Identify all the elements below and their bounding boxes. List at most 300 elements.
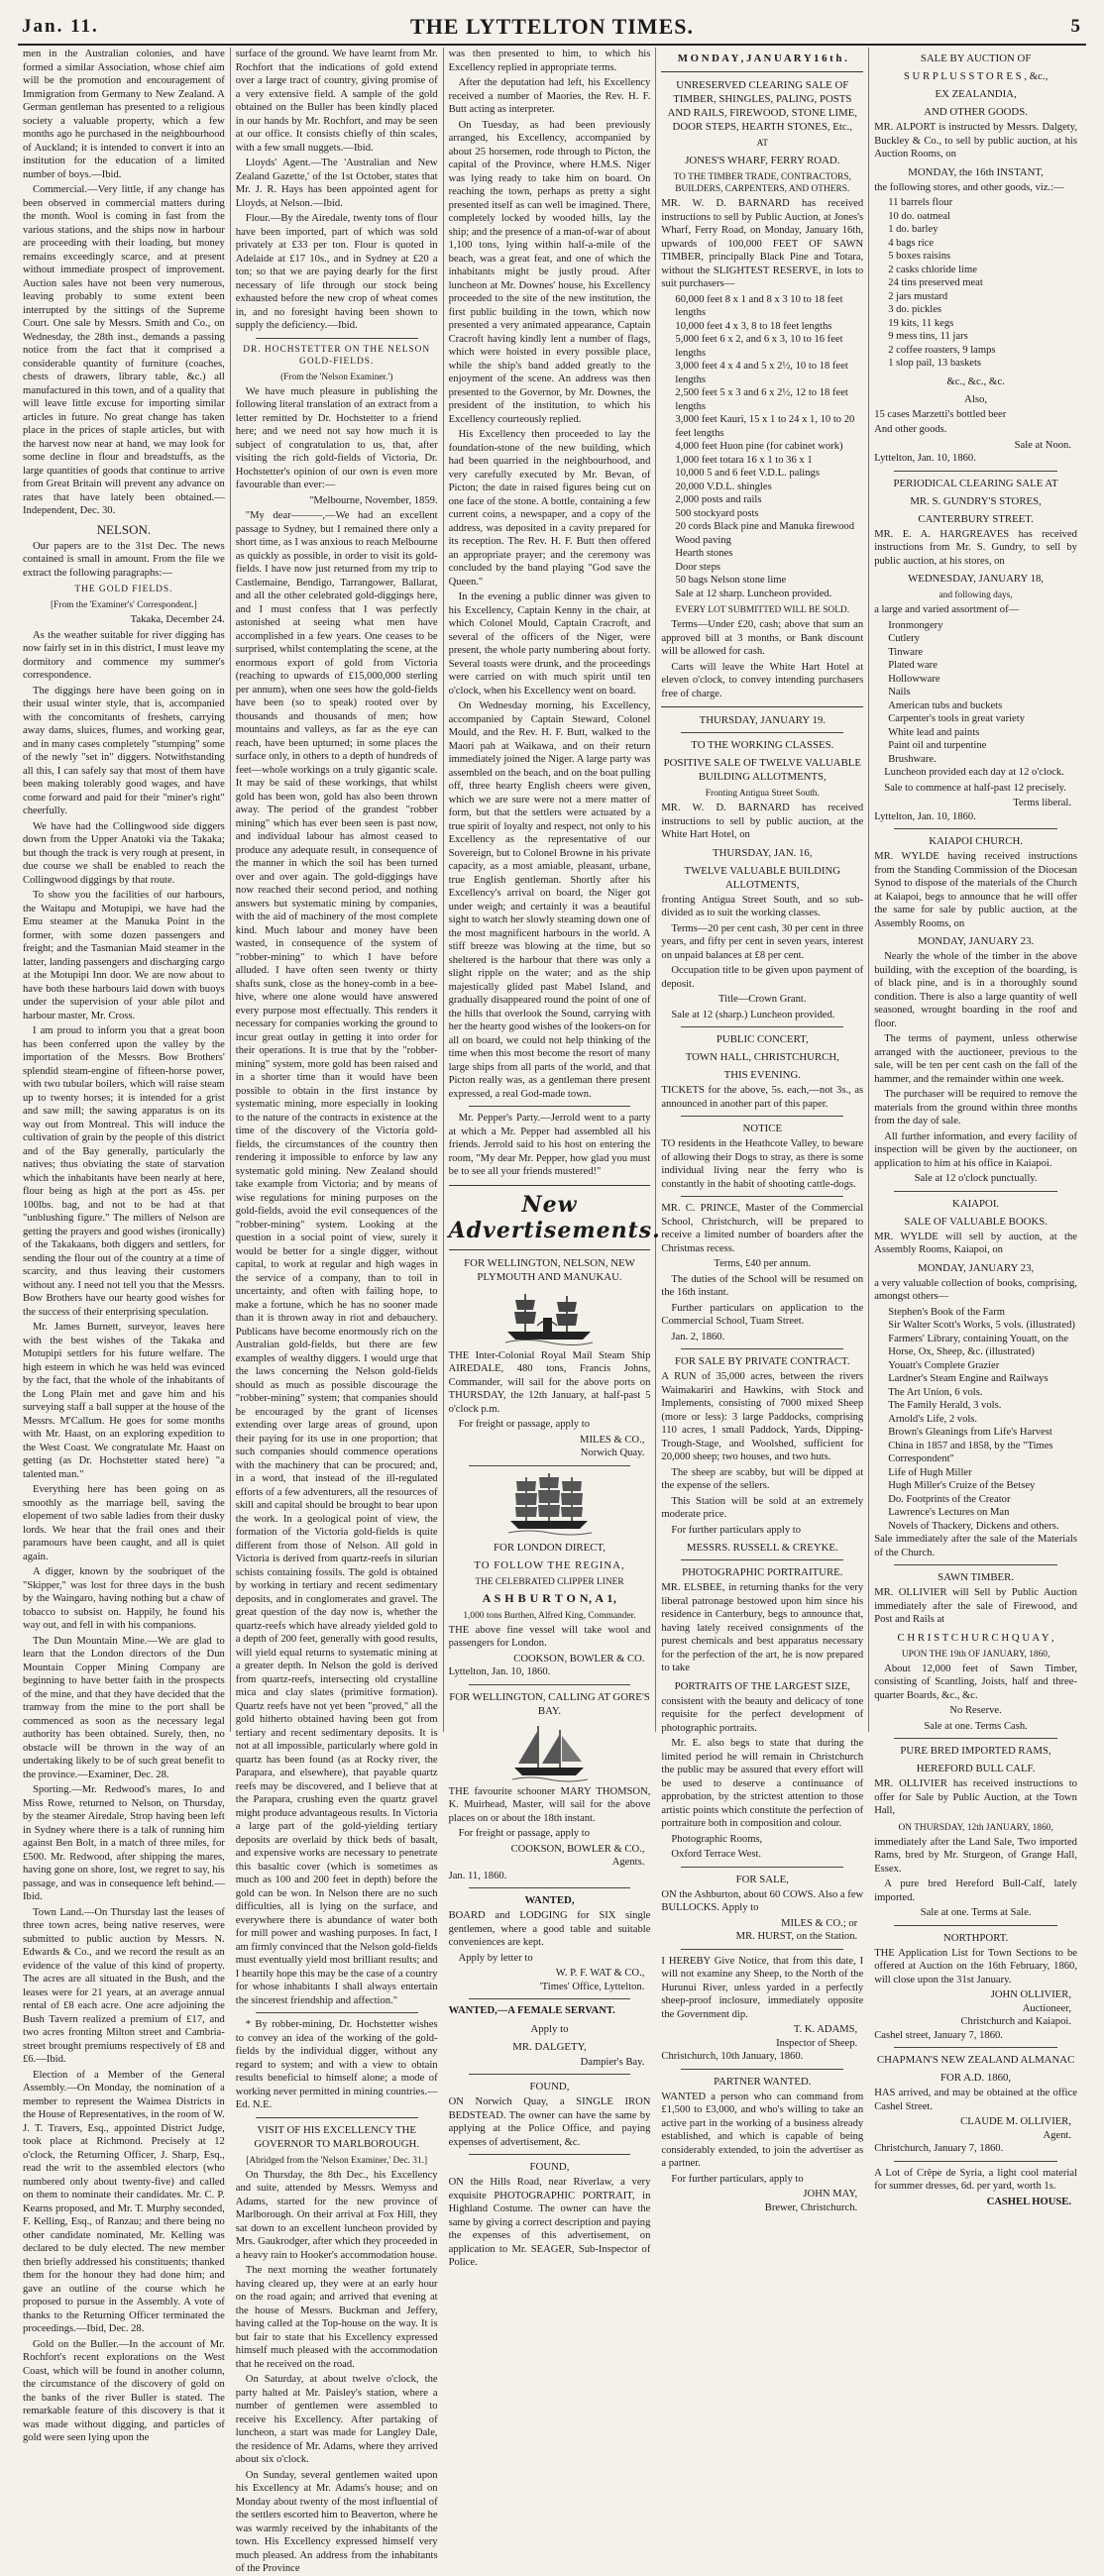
steamship-icon (501, 1288, 597, 1345)
ad-heading: PURE BRED IMPORTED RAMS, (900, 1745, 1051, 1757)
list-item: Hearth stones (675, 548, 733, 559)
ad-signature: Agent. (1043, 2129, 1071, 2141)
article-paragraph: Mr. James Burnett, surveyor, leaves here with the best wishes of the Takaka and Motupipi settlers for his future welfare. The high esteem in which he was held was evinced by the fact, that the whole of the inhabitants of the Long Plain met and gave him and his surveying staff a ball supper at the house of the Messrs. M'Callum. He goes for some months with Mr. Haast, on an exploring expedition to the West Coast. We congratulate Mr. Haast on getting (as Dr. Hochstetter stated here) "a talented man." (23, 1322, 225, 1480)
list-item: American tubs and buckets (888, 699, 1003, 711)
divider (256, 2012, 418, 2013)
article-paragraph: We have much pleasure in publishing the following literal translation of an extract from a letter remitted by Dr. Hochstetter to a friend here; and we need not say how much it is subject of congratulation to us, that, after visiting the rich gold-fields of Victoria, Dr. Hochstetter's opinion of our own is even more favourable than ever:— (235, 385, 438, 490)
timber-list (661, 293, 863, 601)
article-paragraph: The diggings here have been going on in their usual winter style, that is, accompanied with the concomitants of freshets, carrying away dams, sluices, flumes, and working gear, and in many cases completely "stumping" some of the newly "set in" diggers. Notwithstanding all this, I can safely say that most of them have been making tolerably good wages, and have come forward and paid for their "miner's right" cheerfully. (23, 685, 225, 816)
list-item: 2,500 feet 5 x 3 and 6 x 2½, 12 to 18 feet lengths (675, 387, 848, 412)
list-item: Paint oil and turpentine (888, 740, 987, 751)
ad-signature: Norwich Quay. (580, 1448, 645, 1458)
ad-heading: FOR WELLINGTON, NELSON, NEW PLYMOUTH AND MANUKAU. (464, 1256, 635, 1283)
list-item: Hugh Miller's Cruize of the Betsey (888, 1480, 1036, 1491)
divider (469, 1684, 631, 1685)
ad-body: A pure bred Hereford Bull-Calf, lately imported. (874, 1878, 1077, 1903)
list-item: Arnold's Life, 2 vols. (888, 1413, 978, 1425)
article-paragraph: We have had the Collingwood side diggers down from the Upper Anatoki via the Takaka; but though the track is very rough at present, in due course we shall be enabled to reach the Collingwood diggings by that route. (23, 820, 225, 886)
list-item: Farmers' Library, containing Youatt, on the Horse, Ox, Sheep, &c. (illustrated) (888, 1333, 1069, 1357)
ad-when: MONDAY, JANUARY 23, (917, 1261, 1035, 1274)
article-paragraph: men in the Australian colonies, and have formed a similar Association, whose chief aim will be the promotion and encouragement of Immigration from Germany to New Zealand. A German gentleman has presented to a religious society a valuable property, which a few months ago he purchased in the neighbourhood of Auckland; it is intended to convert it into an institution for the education of a limited number of boys.—Ibid. (23, 49, 225, 180)
list-item: 60,000 feet 8 x 1 and 8 x 3 10 to 18 feet lengths (675, 293, 843, 318)
ad-heading: PERIODICAL CLEARING SALE AT (893, 477, 1058, 489)
ad-signature: Inspector of Sheep. (776, 2037, 858, 2049)
divider (894, 2047, 1057, 2048)
list-item: 5 boxes raisins (888, 251, 951, 262)
ad-heading: FOR A.D. 1860, (940, 2072, 1012, 2084)
divider (469, 1106, 631, 1107)
list-item: 1 do. barley (888, 224, 938, 235)
list-item: Cutlery (888, 633, 920, 644)
ad-signature: Auctioneer, (1022, 2002, 1071, 2014)
ad-body: Luncheon provided each day at 12 o'clock. (884, 767, 1064, 778)
ad-body: MR. WYLDE having received instructions from the Standing Commission of the Diocesan Synod to dispose of the materials of the Church at Kaiapoi, begs to announce that he will offer the same for sale by public auction, at the Assembly Rooms, on (874, 851, 1077, 929)
sale-date-heading: THURSDAY, JANUARY 19. (699, 714, 826, 726)
ad-body: 15 cases Marzetti's bottled beer (874, 408, 1007, 420)
divider (681, 1348, 843, 1349)
ad-date: Cashel street, January 7, 1860. (874, 2029, 1003, 2041)
list-item: 20,000 V.D.L. shingles (675, 481, 772, 492)
ad-heading: WANTED,—A FEMALE SERVANT. (448, 2005, 615, 2016)
list-item: Do. Footprints of the Creator (888, 1493, 1011, 1505)
ad-body: immediately after the Land Sale, Two imported Rams, bred by Mr. Sturgeon, of Grange Hall, Essex. (874, 1836, 1077, 1875)
list-item: 1 slop pail, 13 baskets (888, 358, 982, 369)
ad-body: WANTED a person who can command from £1,500 to £3,000, and who's willing to take an active part in the working of a business already established, and which is capable of being considerably extended, to join the advertiser as a partner. (661, 2091, 864, 2169)
ad-date: Lyttelton, Jan. 10, 1860. (874, 810, 976, 822)
ad-date: Christchurch, January 7, 1860. (874, 2143, 1004, 2154)
article-paragraph: Town Land.—On Thursday last the leases of three town acres, being native reserves, were submitted to public auction by Messrs. N. Edwards & Co., and we record the result as an evidence of the value of this kind of property. The acres are all situated in the Bush, and the leases were for 21 years, at an average annual rental of £8 each acre. One acre adjoining the Bush Tavern realized a premium of £17, and two acres fronting Milton street and Cambria-street brought premiums respectively of £8 and £6.—Ibid. (23, 1906, 225, 2065)
page-number: 5 (1070, 16, 1080, 37)
newspaper-title: THE LYTTELTON TIMES. (410, 14, 694, 39)
divider (256, 2117, 418, 2118)
ad-body: The duties of the School will be resumed on the 16th instant. (661, 1273, 864, 1298)
list-item: 3,000 feet Kauri, 15 x 1 to 24 x 1, 10 to 20 feet lengths (675, 414, 855, 439)
divider (661, 706, 863, 707)
ad-body: Sale to commence at half-past 12 precisely. (884, 782, 1066, 794)
ad-body: The sheep are scabby, but will be dipped at the expense of the sellers. (661, 1466, 864, 1491)
article-paragraph: His Excellency then proceeded to lay the foundation-stone of the new building, which had been quarried in the neighbourhood, and very carefully executed by Mr. Bevan, of Picton; the date in raised figures being cut on one face of the stone. A bottle, containing a few current coins, a newspaper, and a copy of the address, was deposited in a cavity prepared for its reception. The Rev. H. F. Butt then offered an appropriate prayer; and the ceremony was concluded by the band playing "God save the Queen." (448, 429, 651, 588)
ad-body: No Reserve. (949, 1705, 1002, 1716)
article-paragraph: Sporting.—Mr. Redwood's mares, Io and Miss Rowe, returned to Nelson, on Thursday, by the steamer Airedale, Strop having been left in Sydney where there is a talk of running him against Ben Bolt, in a match of three miles, for £500. Mr. Redwood, after shipping the mares, having gone on shore, lost, we regret to say, his passage, and was in consequence left behind.—Ibid. (23, 1784, 225, 1902)
list-item: Plated ware (888, 660, 938, 671)
ad-heading: PUBLIC CONCERT, (716, 1033, 809, 1045)
column-5 (869, 48, 1082, 2207)
ad-signature: MR. DALGETY, (512, 2040, 587, 2053)
divider (894, 1564, 1057, 1565)
ad-heading: FOR WELLINGTON, CALLING AT GORE'S BAY. (449, 1690, 650, 1717)
ad-heading: KAIAPOI CHURCH. (929, 835, 1023, 847)
ad-heading: 1,000 tons Burthen, Alfred King, Commander. (463, 1610, 636, 1621)
ad-date: Jan. 11, 1860. (448, 1870, 507, 1881)
ad-body: For freight or passage, apply to (458, 1419, 590, 1430)
ad-body: TICKETS for the above, 5s. each,—not 3s., as announced in another part of this paper. (661, 1085, 864, 1110)
ad-body: For further particulars apply to (671, 1524, 802, 1536)
ad-body: ON Norwich Quay, a SINGLE IRON BEDSTEAD. The owner can have the same by applying at the Police Office, and paying expenses of advertisement, &c. (448, 2096, 651, 2148)
list-item: 50 bags Nelson stone lime (675, 575, 787, 586)
source-note: (From the 'Nelson Examiner.') (280, 372, 393, 382)
ad-found-portrait (449, 2160, 651, 2270)
ad-signature: COOKSON, BOWLER & CO. (513, 1653, 645, 1664)
ad-signature: MR. HURST, on the Station. (735, 1931, 858, 1942)
article-paragraph: In the evening a public dinner was given to his Excellency, Captain Kenny in the chair, at which Colonel Mould, Captain Cracroft, and several of the officers of the Niger, were present, the whole party numbering about forty. Several toasts were drunk, and the proceedings were carried on with much spirit until ten o'clock, when his Excellency went on board. (448, 591, 651, 697)
ad-body: THE favourite schooner MARY THOMSON, K. Muirhead, Master, will sail for the above places on or about the 18th instant. (448, 1785, 651, 1824)
ad-heading: JONES'S WHARF, FERRY ROAD. (685, 155, 840, 166)
ad-heading: FOR LONDON DIRECT, (494, 1541, 606, 1554)
ad-heading: AND OTHER GOODS. (924, 106, 1028, 118)
divider (661, 71, 863, 72)
ad-found-bedstead (449, 2080, 651, 2149)
ad-date: Jan. 2, 1860. (671, 1331, 725, 1342)
divider (681, 1559, 843, 1560)
ad-signature: CLAUDE M. OLLIVIER, (960, 2116, 1071, 2127)
list-item: 3,000 feet 4 x 4 and 5 x 2½, 10 to 18 feet lengths (675, 361, 848, 385)
list-item: Brown's Gleanings from Life's Harvest (888, 1427, 1052, 1438)
divider (469, 2074, 631, 2075)
list-item: The Family Herald, 3 vols. (888, 1400, 1002, 1411)
article-paragraph: I am proud to inform you that a great boon has been conferred upon the valley by the importation of the Messrs. Bow Brothers' splendid steam-engine of fifteen-horse power, with two tubular boilers, which will raise steam up to twenty horses; it is intended for a grist and saw mill; the sawing apparatus is on its way out from Montreal. This will induce the cultivation of grain by the people of this district and of the Bay generally, particularly the natives; thus obviating the state of starvation which the inhabitants have been nearly at here, flour being as high at the port as 45s. per 100lbs. bag, and not to be had at that "unblushing figure." The millers of Nelson are getting the prayers and good wishes (ironically) of the Takakaans, both diggers and settlers, for sending the flour out of the country at a time of scarcity, and thus leaving their customers without any. I need not tell you that the Messrs. Bow Brothers have our hearty good wishes for the success of their enterprising speculation. (23, 1025, 225, 1318)
article-paragraph: was then presented to him, to which his Excellency replied in appropriate terms. (448, 49, 651, 73)
divider (469, 2154, 631, 2155)
list-item: Sir Walter Scott's Works, 5 vols. (illustrated) (888, 1320, 1075, 1331)
divider (449, 1249, 651, 1250)
ad-body: A Lot of Crêpe de Syria, a light cool material for summer dresses, 6d. per yard, worth 1s. (874, 2167, 1077, 2192)
ad-body: Terms liberal. (1013, 798, 1071, 808)
article-paragraph: surface of the ground. We have learnt from Mr. Rochfort that the indications of gold extend over a large tract of country, giving promise of a very extensive field. A sample of the gold obtained on the Buller has been kindly placed in our hands by Mr. Rochfort, and may be seen at our office. It consists chiefly of thin scales, with a few small nuggets.—Ibid. (235, 49, 438, 154)
list-item: Brushware. (888, 753, 937, 765)
ad-heading: Fronting Antigua Street South. (705, 789, 820, 799)
divider (469, 1465, 631, 1466)
ad-body: a large and varied assortment of— (874, 604, 1020, 615)
article-paragraph: Commercial.—Very little, if any change has been observed in commercial matters during the month. Wool is coming in fast from the various stations, and the ships now in harbour are proceeding with their loading, but money remains exceedingly scarce, and at present without immediate prospect of improvement. Auction sales have not been very numerous, leaving probably to some extent been interrupted by the sittings of the Supreme Court. One sale by Messrs. Smith and Co., on Wednesday, the 28th inst., demands a passing notice from the fact that it comprised a considerable quantity of furniture (coaches, chests of drawers, library table, &c.) all manufactured in this town, and of a quality that will leave little excuse for importing similar articles in future. No great change has taken place in the prices of staple articles, but with the harvest now near at hand, we may look for some decline in flour and breadstuffs, as the large quantities of goods that continue to arrive from Great Britain will prevent any advance on rates that have lately been obtained.—Independent, Dec. 30. (23, 184, 225, 516)
divider (894, 828, 1057, 829)
ad-heading: WANTED, (524, 1894, 575, 1906)
ad-when: ON THURSDAY, 12th JANUARY, 1860, (898, 1822, 1053, 1833)
list-item: Hollowware (888, 673, 940, 685)
sailing-ship-icon (504, 1471, 594, 1537)
list-item: 4 bags rice (888, 237, 935, 249)
article-paragraph: Election of a Member of the General Assembly.—On Monday, the nomination of a member to represent the Waimea Districts in the House of Representatives, in the room of W. J. T. Travers, Esq., appointed District Judge, took place at Richmond. Precisely at 12 o'clock, the Returning Officer, J. Sharp, Esq., read the writ to the assembled electors (who numbered only about twenty-five) and called on them to nominate their candidates. Mr. C. P. Kearns proposed, and Mr. T. Murphy seconded, F. Kelling, Esq., of Ranzau; and there being no other candidate nominated, Mr. Kelling was declared to be duly elected. The new member then briefly addressed his constituents; thanked them for the honour they had done him; and gave an outline of the course which he proposed to pursue in the Assembly. A vote of thanks to the Returning Officer terminated the proceedings.—Ibid, Dec. 28. (23, 2069, 225, 2334)
section-heading: NELSON. (96, 521, 152, 537)
ad-body: Sale at one. Terms at Sale. (920, 1907, 1032, 1918)
ad-heading: HEREFORD BULL CALF. (916, 1763, 1036, 1774)
section-heading: VISIT OF HIS EXCELLENCY THE GOVERNOR TO MARLBOROUGH. (254, 2123, 420, 2150)
ad-board-wanted (449, 1893, 651, 1993)
ad-signature: Photographic Rooms, (671, 1833, 763, 1845)
ad-body: Title—Crown Grant. (718, 994, 807, 1005)
article-paragraph: Gold on the Buller.—In the account of Mr. Rochfort's recent explorations on the West Coast, which will be found in another column, the circumstance of the discovery of gold on the banks of the river Buller is stated. The remarkable feature of this discovery is that it was made without digging, and particles of gold were seen lying upon the (23, 2338, 225, 2443)
article-paragraph: On Saturday, at about twelve o'clock, the party halted at Mr. Paisley's station, where a number of gentlemen were assembled to receive his Excellency. After partaking of luncheon, a start was made for Langley Dale, the residence of Mr. Adams, where they arrived about six o'clock. (235, 2374, 438, 2465)
divider (894, 1191, 1057, 1192)
ad-body: And other goods. (874, 424, 947, 435)
article-paragraph: Mr. Pepper's Party.—Jerrold went to a party at which a Mr. Pepper had assembled all his friends. Jerrold said to his host on entering the room, "My dear Mr. Pepper, how glad you must be to see all your friends mustered!" (448, 1113, 651, 1177)
ad-body: This Station will be sold at an extremely moderate price. (661, 1495, 864, 1520)
ad-body: ON the Ashburton, about 60 COWS. Also a few BULLOCKS. Apply to (661, 1888, 864, 1913)
ad-heading: KAIAPOI. (952, 1197, 1000, 1210)
ad-body: The purchaser will be required to remove the materials from the ground within three months from the day of sale. (874, 1089, 1077, 1127)
ad-ashburton (449, 1471, 651, 1679)
divider (681, 1116, 843, 1117)
ad-notice: EVERY LOT SUBMITTED WILL BE SOLD. (675, 605, 850, 615)
list-item: 5,000 feet 6 x 2, and 6 x 3, 10 to 16 feet lengths (675, 334, 843, 359)
ad-heading: TO FOLLOW THE REGINA, (474, 1558, 625, 1571)
article-paragraph: Our papers are to the 31st Dec. The news contained is small in amount. From the file we extract the following paragraphs:— (23, 540, 225, 579)
ad-body: the following stores, and other goods, viz.:— (874, 181, 1064, 193)
ad-heading: TO THE WORKING CLASSES. (691, 739, 834, 751)
ad-body: MR. ELSBEE, in returning thanks for the very liberal patronage bestowed upon him since his residence in Canterbury, begs to announce that, having lately received consignments of the purest chemicals and best apparatus necessary for the perfection of the art, he is now prepared to take (661, 1582, 864, 1673)
list-item: Tinware (888, 646, 924, 658)
ad-body: TO residents in the Heathcote Valley, to beware of allowing their Dogs to stray, as there is some individual living near the ferry who is constantly in the habit of shooting cattle-dogs. (661, 1138, 864, 1190)
masthead (18, 10, 1086, 46)
list-item: 19 kits, 11 kegs (888, 317, 954, 329)
ad-body: BOARD and LODGING for SIX single gentlemen, where a good table and suitable conveniences are kept. (448, 1910, 651, 1948)
ad-body: Sale at 12 o'clock punctually. (914, 1173, 1038, 1184)
ad-heading: EX ZEALANDIA, (935, 88, 1017, 100)
ad-date: Lyttelton, Jan. 10, 1860. (448, 1666, 551, 1677)
ad-body: A RUN of 35,000 acres, between the rivers Waimakariri and Hawkins, with Stock and Implements, consisting of 7000 mixed Sheep (more or less): 3 large Paddocks, comprising 110 acres, 1 small Paddock, Yards, Dipping-Trough-Stage, and Woolshed, sufficient for 20,000 sheep; two houses, and two huts. (661, 1371, 864, 1462)
ad-heading: PARTNER WANTED. (714, 2075, 812, 2088)
divider (894, 471, 1057, 472)
ad-body: HAS arrived, and may be obtained at the office Cashel Street. (874, 2088, 1077, 2112)
ad-heading: CANTERBURY STREET. (918, 512, 1034, 525)
column-2 (231, 48, 444, 2574)
article-paragraph: The Dun Mountain Mine.—We are glad to learn that the London directors of the Dun Mountain Copper Mining Company are beginning to have better faith in the prospects of the mine, and that they have decided that the tramway from the mine to the port shall be commenced as soon as the necessary legal authority has been obtained. Surely, then, no obstacle will be thrown in the way of an undertaking likely to be of such great benefit to the province.—Examiner, Dec. 28. (23, 1635, 225, 1780)
stores-list (874, 196, 1077, 371)
article-paragraph: Flour.—By the Airedale, twenty tons of flour have been imported, part of which was sold privately at £33 per ton. Flour is quoted in Adelaide at £17 10s., and in Sydney at £20 a ton; so that we are paying dearly for the first necessary of life through our stock being exhausted before the new crop of wheat comes in, and no foresight having been shown to supply the deficiency.—Ibid. (235, 213, 438, 331)
ad-body: I HEREBY Give Notice, that from this date, I will not examine any Sheep, to the North of the Hurunui River, unless yarded in a perfectly sheep-proof inclosure, immediately opposite the Government dip. (661, 1955, 864, 2020)
ad-body: Carts will leave the White Hart Hotel at eleven o'clock, to convey intending purchasers free of charge. (661, 661, 864, 699)
list-item: Novels of Thackery, Dickens and others. (888, 1520, 1059, 1532)
list-item: China in 1857 and 1858, by the "Times Correspondent" (888, 1440, 1053, 1464)
article-paragraph: "My dear———,—We had an excellent passage to Sydney, but I remained there only a short time, as I was anxious to reach Melbourne as quickly as possible, in order to visit its gold-fields. I have now just returned from my trip to Castlemaine, Bendigo, Tarrangower, Ballarat, and all the other celebrated gold-diggings here, and I must confess that I was perfectly astonished at seeing what men have accomplished in a few years. One ceases to be surprised, whilst contemplating the scene, at the enormous export of gold from Victoria (reaching to upwards of £15,000,000 sterling per annum), when one sees how the gold-fields have been (so to speak) rooted over by thousands and thousands of men; how mountains and valleys, as far as the eye can reach, have been upturned; in some places the surface only, in others to a depth of hundreds of feet—whole workings on a truly gigantic scale. It may be said of these workings, that whilst gold has been won, gold has also been thrown away. The period of the grandest "robber mining" which has ever been seen is past now, and individual labour has almost ceased to produce any adequate result, in consequence of the manner in which the soil has been turned over and over again. The gold-diggings have now reached their second period, and nothing answers but systematic mining by companies, with the aid of machinery of the most complete kind. Much labour and money have been wasted, in consequence of the system of "robber-mining" to which I have before alluded. I have often seen twenty or thirty shafts sunk, close as the honey-comb in a bee-hive, where one alone would have answered every purpose most effectually. This renders it necessary for companies working the ground to incur great outlay in getting it into order for their operations. It is true that by the "robber-mining" system, more gold has been raised and in a shorter time than it would have been possible to obtain in the first instance by systematic mining, more especially in looking to the nature of the contracts in existence at the time of the discovery of the Victoria gold-fields, the circumstances of the country then rendering it impossible to enforce by law any systematic gold mining. New Zealand should take example from Victoria; and by means of wise regulations for mining purposes on the gold-fields, avoid the evil consequences of the "robber-mining" system. Looking at the question in a social point of view, surely it would be better for a single digger, without capital, to work at regular and high wages in the service of a company, than to toil in uncertainty, and often with failing hope, to make a fortune, which he has no sooner made than it is thrown away in riot and debauchery. Publicans have become enormously rich on the Australian gold-fields, but there are few examples of wealthy diggers. I would urge that the laws concerning the Nelson gold-fields should as much as possible discourage the "robber-mining" system; that companies should be encouraged by the grant of licenses extending over large areas of ground, upon their paying for its use in one proportion; that such companies should commence operations with the machinery that can be procured; and, in a word, that instead of the ill-regulated efforts of a few adventurers, all the resources of skill and capital should be brought to bear upon the work. In a geological point of view, the formation of the Victoria gold-fields is quite different from those of Nelson. All gold in Victoria is derived from quartz-reefs in silurian schists containing fossils. The gold is obtained by working in tertiary and recent sedimentary deposits, and in conglomerates and gravel. The great question of the day now is, whether the quartz-reefs which have already yielded gold to a depth of 200 feet, generally with good results, will yield equal returns to systematic mining at a greater depth. In Nelson the gold is derived from quartz-reefs, intersecting old crystalline mica and clay slates (primitive formation). Quartz reefs have not yet been "proved," all the gold hitherto obtained having been got from tertiary and recent sedimentary deposits. It is not at all impossible, particularly where gold in quartz has been found (as at Rocky river, the Parapara, and elsewhere), that payable quartz reefs may be discovered, and I believe that at the Parapara, crushing even the quartz gravel might produce advantageous results. In Victoria a large part of the gold-yielding tertiary deposits are overlaid by thick beds of basalt, and expensive works are necessary to penetrate this basaltic cover (which is sometimes as much as 100 and 200 feet in depth) before the gold can be won. In Nelson there are no such difficulties, all is lying on the surface, and everywhere there is abundance of water both for mill power and washing purposes. In fact, I am firmly convinced that the Nelson gold-fields must eventually yield most brilliant results; and I heartily hope this may be the case of a country for whose inhabitants I shall always entertain the sincerest friendship and affection." (235, 510, 438, 2006)
ad-body: fronting Antigua Street South, and so sub-divided as to suit the working classes. (661, 894, 864, 918)
ad-signature: Agents. (611, 1857, 645, 1868)
ad-body: Apply by letter to (458, 1952, 533, 1964)
list-item: Carpenter's tools in great variety (888, 713, 1026, 724)
divider (256, 338, 418, 339)
section-heading: DR. HOCHSTETTER ON THE NELSON GOLD-FIELDS. (243, 344, 431, 367)
ad-body: For freight or passage, apply to (458, 1828, 590, 1839)
ad-heading: FOUND, (529, 2161, 570, 2173)
list-item: Lawrence's Lectures on Man (888, 1507, 1010, 1518)
article-paragraph: Lloyds' Agent.—The 'Australian and New Zealand Gazette,' of the 1st October, states that Mr. J. R. Hays has been appointed agent for Lloyds, at Nelson.—Ibid. (235, 158, 438, 209)
article-paragraph: On Thursday, the 8th Dec., his Excellency and suite, attended by Messrs. Wemyss and Adams, started for the new province of Marlborough. On their arrival at Fox Hill, they sat down to an excellent luncheon provided by Mrs. Gaukrodger, after which they proceeded in a heavy rain to Hooker's accommodation house. (235, 2169, 438, 2261)
ad-signature: Christchurch and Kaiapoi. (960, 2016, 1071, 2027)
article-paragraph: On Tuesday, as had been previously arranged, his Excellency, accompanied by about 25 horsemen, rode through to Picton, the capital of the Province, where H.M.S. Niger was lying ready to take him on board. On reaching the town, perhaps as pretty a sight presented itself as can well be imagined. There, completely locked by wooded hills, lay the ship; and the presence of a man-of-war of about 1,100 tons, lying within half-a-mile of the beach, was a great feat, and one of which the inhabitants might be justly proud. After luncheon at Mr. Downes' house, his Excellency proceeded to the site of the new institution, the first public building in the town, which now presented a very animated appearance, Captain Cracroft having kindly lent a number of flags, which were hoisted in every possible place, while the ship's band added greatly to the enjoyment of the scene. An address was then presented to the Governor, by Mr. Downes, the president of the institution, to which his Excellency courteously replied. (448, 119, 651, 425)
ad-heading: FOR SALE, (735, 1873, 789, 1885)
ad-body: MR. C. PRINCE, Master of the Commercial School, Christchurch, will be prepared to receive a limited number of boarders after the Christmas recess. (661, 1203, 864, 1254)
list-item: 1,000 feet totara 16 x 1 to 36 x 1 (675, 454, 813, 466)
article-paragraph: On Sunday, several gentlemen waited upon his Excellency at Mr. Adams's house; and on Monday about twenty of the most influential of the settlers escorted him to Beaverton, where he was warmly received by the inhabitants of the town. His Excellency expressed himself very much pleased. An address from the inhabitants of the Province (235, 2469, 438, 2574)
article-paragraph: To show you the facilities of our harbours, the Waitapu and Motupipi, we have had the Emu steamer at the Manuka Point in the former, with some dozen passengers and freight; and the Tasmanian Maid steamer in the latter, landing passengers and discharging cargo at the Motupipi Inn door. We are now about to have both these harbours laid down with buoys under the supervision of your able pilot and harbour master, Mr. Cross. (23, 890, 225, 1021)
list-item: Ironmongery (888, 619, 943, 631)
ad-heading: UNRESERVED CLEARING SALE OF TIMBER, SHINGLES, PALING, POSTS AND RAILS, FIREWOOD, STONE LIME, DOOR STEPS, HEARTH STONES, Etc., (667, 79, 858, 133)
column-1 (18, 48, 231, 2443)
footnote: * By robber-mining, Dr. Hochstetter wishes to convey an idea of the working of the gold-fields by the individual digger, without any regard to system; and with a view to obtain results beneficial to himself alone; a mode of working never permitted in mining countries.—Ed. N.E. (235, 2019, 438, 2110)
dateline: Takaka, December 24. (130, 614, 225, 625)
ad-signature: MESSRS. RUSSELL & CREYKE. (686, 1542, 838, 1554)
list-item: Door steps (675, 561, 720, 573)
ad-body: The terms of payment, unless otherwise arranged with the auctioneer, previous to the sale, will be ten per cent cash on the fall of the hammer, and the remainder within one week. (874, 1033, 1077, 1085)
ad-mary-thomson (449, 1690, 651, 1883)
ad-when: THURSDAY, JAN. 16, (713, 846, 813, 859)
ad-body: Occupation title to be given upon payment of deposit. (661, 965, 864, 990)
ad-signature: Brewer, Christchurch. (764, 2201, 858, 2213)
ad-ship-name: A S H B U R T O N, A 1, (482, 1590, 617, 1605)
ad-body: Sale at 12 (sharp.) Luncheon provided. (671, 1009, 835, 1020)
ad-body: MR. ALPORT is instructed by Messrs. Dalgety, Buckley & Co., to sell by public auction, at his Auction Rooms, on (874, 122, 1077, 160)
divider (681, 2069, 843, 2070)
ad-when: WEDNESDAY, JANUARY 18, (908, 573, 1045, 585)
list-item: 3 do. pickles (888, 304, 942, 315)
article-paragraph: The next morning the weather fortunately having cleared up, they were at an early hour on the road again; and arrived that evening at the house of Messrs. Buckman and Jeffery, having called at the Top-house on the way. It is but fair to state that his Excellency expressed himself much pleased with the accommodation that he received on the road. (235, 2265, 438, 2370)
ad-body: Sale at one. Terms Cash. (924, 1720, 1028, 1732)
list-item: 4,000 feet Huon pine (for cabinet work) (675, 441, 843, 452)
ad-heading: C H R I S T C H U R C H Q U A Y , (897, 1631, 1054, 1644)
books-list (874, 1306, 1077, 1534)
ad-date: Christchurch, 10th January, 1860. (661, 2051, 804, 2062)
ad-signature: JOHN MAY, (803, 2189, 858, 2200)
section-subheading: THE GOLD FIELDS. (74, 585, 173, 594)
ad-signature: W. P. F. WAT & CO., (555, 1968, 645, 1979)
ad-body: MR. E. A. HARGREAVES has received instructions from Mr. S. Gundry, to sell by public auction, at his stores, on (874, 528, 1077, 567)
ad-body: Also, (964, 392, 988, 405)
ad-body: Terms—Under £20, cash; above that sum an approved bill at 3 months, or Bank discount will be allowed for cash. (661, 619, 864, 657)
ad-heading: S U R P L U S S T O R E S , &c., (903, 70, 1049, 82)
ad-heading: CHAPMAN'S NEW ZEALAND ALMANAC (876, 2054, 1075, 2066)
ad-signature: Oxford Terrace West. (671, 1849, 762, 1860)
ad-heading: TWELVE VALUABLE BUILDING ALLOTMENTS, (684, 864, 841, 891)
ad-signature: COOKSON, BOWLER & CO., (510, 1843, 645, 1855)
ad-body: Nearly the whole of the timber in the above building, with the exception of the boarding, is of black pine, and is in a thoroughly sound condition. There is also a large quantity of well seasoned, wrought boarding in the roof and floor. (874, 951, 1077, 1029)
ad-heading: TOWN HALL, CHRISTCHURCH, (685, 1051, 839, 1063)
source-note: [Abridged from the 'Nelson Examiner,' Dec. 31.] (246, 2155, 428, 2166)
ad-heading: NORTHPORT. (942, 1931, 1009, 1944)
ad-body: consistent with the beauty and delicacy of tone requisite for the perfect development of photographic portraits. (661, 1695, 864, 1734)
source-note: [From the 'Examiner's' Correspondent.] (51, 600, 197, 610)
divider (681, 1196, 843, 1197)
ad-body: a very valuable collection of books, comprising, amongst others— (874, 1277, 1077, 1302)
ad-when: MONDAY, the 16th INSTANT, (908, 165, 1044, 178)
ad-body: Further particulars on application to the Commercial School, Tuam Street. (661, 1302, 864, 1327)
ad-heading: THIS EVENING. (723, 1069, 801, 1081)
article-paragraph: After the deputation had left, his Excellency received a number of Maories, the Rev. H. F. Butt acting as interpreter. (448, 77, 651, 115)
sale-date-heading: M O N D A Y , J A N U A R Y 1 6 t h . (677, 53, 847, 64)
ad-signature: CASHEL HOUSE. (986, 2196, 1071, 2207)
list-item: 11 barrels flour (888, 197, 953, 208)
divider (449, 1185, 651, 1186)
ad-heading: FOUND, (529, 2081, 570, 2093)
ad-airedale (449, 1256, 651, 1460)
ad-body: Apply to (530, 2022, 569, 2035)
divider (469, 1998, 631, 1999)
list-item: 24 tins preserved meat (888, 277, 983, 288)
ad-signature: 'Times' Office, Lyttelton. (539, 1981, 645, 1992)
list-item: 9 mess tins, 11 jars (888, 331, 968, 342)
list-item: Life of Hugh Miller (888, 1466, 972, 1478)
list-item: Nails (888, 687, 911, 698)
ad-heading: PORTRAITS OF THE LARGEST SIZE, (674, 1679, 850, 1692)
ad-body: MR. W. D. BARNARD has received instructions to sell by Public Auction, at Jones's Wharf, Ferry Road, on Monday, January 16th, upwards of 100,000 FEET OF SAWN TIMBER, principally Black Pine and Totara, without the SLIGHTEST RESERVE, in lots to suit purchasers— (661, 198, 864, 289)
list-item: Sale at 12 sharp. Luncheon provided. (675, 588, 832, 599)
ad-body: All further information, and every facility of inspection will be given by the auctioneer, on application to him at his office in Kaiapoi. (874, 1130, 1077, 1169)
ad-when: MONDAY, JANUARY 23. (917, 935, 1035, 947)
ad-when: UPON THE 19th OF JANUARY, 1860, (901, 1649, 1050, 1660)
goods-list (874, 619, 1077, 767)
list-item: 500 stockyard posts (675, 507, 759, 519)
column-4 (656, 48, 869, 2213)
article-paragraph: As the weather suitable for river digging has now fairly set in in this district, I must leave my dormitory and commence my summer's correspondence. (23, 629, 225, 681)
article-paragraph: Everything here has been going on as smoothly as the marriage bell, saving the elopement of two sable ladies from their dusky lords. We hear that the frail ones and their paramours have been caught, and all is quiet again. (23, 1484, 225, 1562)
list-item: 20 cords Black pine and Manuka firewood (675, 521, 855, 532)
ad-body: MR. WYLDE will sell by auction, at the Assembly Rooms, Kaiapoi, on (874, 1231, 1077, 1255)
ad-body: ON the Hills Road, near Riverlaw, a very exquisite PHOTOGRAPHIC PORTRAIT, in Highland Costume. The owner can have the same by giving a correct description and paying the expenses of this advertisement, on application to Mr. SEAGER, Sub-Inspector of Police. (448, 2177, 651, 2268)
ad-signature: MILES & CO., (580, 1434, 645, 1446)
list-item: 10,000 feet 4 x 3, 8 to 18 feet lengths (675, 320, 832, 332)
divider (681, 732, 843, 733)
ad-heading: SAWN TIMBER. (938, 1571, 1015, 1583)
ad-servant-wanted (449, 2004, 651, 2069)
ad-body: About 12,000 feet of Sawn Timber, consisting of Scantling, Joists, half and three-quarter Boards, &c., &c. (874, 1663, 1077, 1701)
ad-body: &c., &c., &c. (946, 375, 1005, 387)
ad-heading: MR. S. GUNDRY'S STORES, (910, 494, 1042, 507)
dateline: "Melbourne, November, 1859. (309, 494, 438, 506)
ad-heading: PHOTOGRAPHIC PORTRAITURE. (682, 1566, 843, 1578)
list-item: Youatt's Complete Grazier (888, 1359, 1000, 1371)
list-item: 10,000 5 and 6 feet V.D.L. palings (675, 468, 820, 479)
ad-heading: NOTICE (742, 1123, 783, 1134)
ad-body: THE Application List for Town Sections to be offered at Auction on the 16th February, 1860, will close upon the 31st January. (874, 1947, 1077, 1986)
divider (681, 1949, 843, 1950)
ad-body: Mr. E. also begs to state that during the limited period he will remain in Christchurch the public may be assured that every effort will be used to deserve a continuance of approbation, by the strictest attention to those artistic points which constitute the perfection of portraiture both in composition and colour. (661, 1738, 864, 1829)
ad-when: and following days, (938, 590, 1013, 600)
list-item: 2,000 posts and rails (675, 494, 762, 505)
columns (18, 48, 1086, 2574)
ad-heading: POSITIVE SALE OF TWELVE VALUABLE BUILDING ALLOTMENTS, (663, 757, 861, 783)
ad-signature: MILES & CO.; or (781, 1917, 858, 1929)
list-item: 10 do. oatmeal (888, 210, 950, 222)
divider (681, 1026, 843, 1027)
ad-heading: TO THE TIMBER TRADE, CONTRACTORS, BUILDERS, CARPENTERS, AND OTHERS. (673, 172, 851, 194)
ad-date: Lyttelton, Jan. 10, 1860. (874, 453, 976, 464)
ad-body: THE Inter-Colonial Royal Mail Steam Ship AIREDALE, 480 tons, Francis Johns, Commander, will sail for the above ports on THURSDAY, the 12th January, at half-past 5 o'clock p.m. (448, 1349, 651, 1415)
column-3 (444, 48, 661, 2268)
ad-body: For further particulars, apply to (671, 2173, 804, 2185)
ad-heading: SALE OF VALUABLE BOOKS. (904, 1215, 1048, 1228)
ad-heading: AT (756, 139, 769, 149)
issue-date: Jan. 11. (22, 16, 99, 37)
ad-body: Sale immediately after the sale of the Materials of the Church. (874, 1534, 1077, 1558)
ad-body: MR. OLLIVIER will Sell by Public Auction immediately after the sale of Firewood, and Post and Rails at (874, 1587, 1077, 1625)
list-item: White lead and paints (888, 726, 980, 738)
ad-body: Terms, £40 per annum. (714, 1258, 812, 1269)
list-item: The Art Union, 6 vols. (888, 1386, 983, 1398)
ad-body: THE above fine vessel will take wool and passengers for London. (448, 1624, 651, 1649)
article-paragraph: On Wednesday morning, his Excellency, accompanied by Captain Steward, Colonel Mould, and the Rev. H. F. Butt, walked to the Maori pah at Waikawa, and on their return immediately joined the Niger. A large party was assembled on the beach, and on the boat pulling off, three hearty English cheers were given, which we are sure were not a mere matter of form, but that the settlers were actuated by a true spirit of loyalty and respect, not only to his Excellency as the representative of our Sovereign, but to Colonel Browne in his private capacity, as a most amiable, pleasant, urbane, true English gentleman. Shortly after his Excellency's arrival on board, the Niger got under weigh; and certainly it was a beautiful sight to watch her slowly steaming down one of the most magnificent harbours in the world. A stiff breeze was blowing at the time, but so sheltered is the harbour that there was only a slight ripple on the water; and as the ship majestically glided past Mabel Island, and gradually disappeared round the point of one of the hills that overlook the Sound, carrying with her the hearty good wishes of the lookers-on for all on board, we could not help thinking of the time when this most become the resort of many large ships from all parts of the world, and that Picton really was, as a gentleman there present expressed, a real God-made town. (448, 700, 651, 1100)
ad-body: MR. W. D. BARNARD has received instructions to sell by public auction, at the White Hart Hotel, on (661, 803, 864, 840)
ad-body: Sale at Noon. (1014, 439, 1071, 451)
list-item: Lardner's Steam Engine and Railways (888, 1373, 1049, 1384)
divider (681, 1867, 843, 1868)
ad-heading: SALE BY AUCTION OF (920, 53, 1032, 64)
article-paragraph: A digger, known by the soubriquet of the "Skipper," was lost for three days in the bush by the Waingaro, having nothing but a chaw of tobacco to subsist on. Happily, he found his way out, and fell in with his companions. (23, 1566, 225, 1631)
list-item: 2 casks chloride lime (888, 264, 977, 275)
divider (894, 1738, 1057, 1739)
divider (894, 2161, 1057, 2162)
ad-signature: JOHN OLLIVIER, (990, 1989, 1071, 2000)
ad-signature: T. K. ADAMS, (793, 2024, 858, 2035)
list-item: Wood paving (675, 534, 731, 546)
divider (469, 1887, 631, 1888)
